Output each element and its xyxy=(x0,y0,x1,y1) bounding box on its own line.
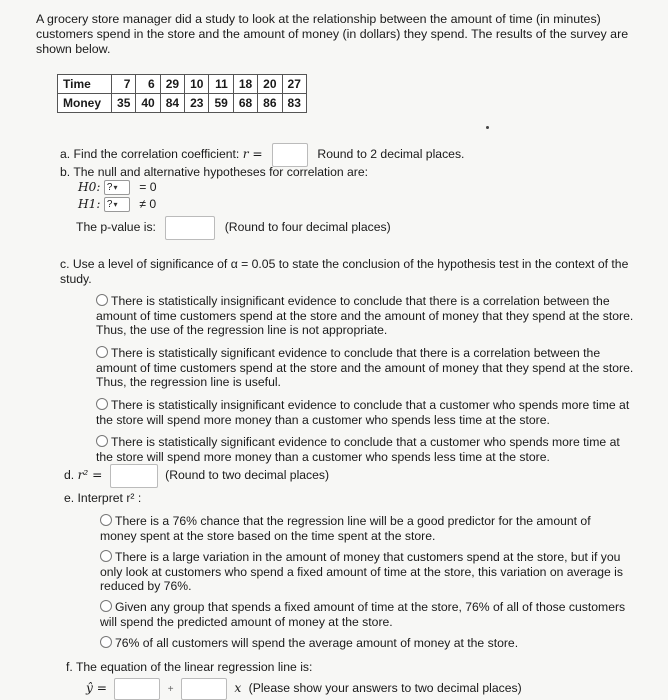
radio-button[interactable] xyxy=(100,550,112,562)
question-a xyxy=(60,143,464,167)
option-text: There is a large variation in the amount of money that customers spend at the store, but if you only look at customers who spend a fixed amount of time at the store, this variation on average is reduced by 76%. xyxy=(100,550,623,593)
h0-select[interactable] xyxy=(104,180,130,195)
option-text: 76% of all customers will spend the average amount of money at the store. xyxy=(115,636,519,650)
question-d-label: d. xyxy=(64,468,75,483)
data-table xyxy=(57,74,307,113)
question-b-text: b. The null and alternative hypotheses for correlation are: xyxy=(60,165,369,179)
question-c-text: c. Use a level of significance of α = 0.05 to state the conclusion of the hypothesis test in the context of the study. xyxy=(60,257,629,286)
table-cell: 27 xyxy=(282,75,306,94)
table-cell: 10 xyxy=(185,75,209,94)
x-variable: x xyxy=(234,681,242,696)
pvalue-label: The p-value is: xyxy=(76,220,156,235)
h0-label: H0: xyxy=(78,180,101,194)
radio-button[interactable] xyxy=(96,294,108,306)
question-a-text: a. Find the correlation coefficient: xyxy=(60,147,240,162)
table-cell: 84 xyxy=(160,94,184,113)
question-e-text: e. Interpret r² : xyxy=(64,491,142,505)
option-e-4[interactable] xyxy=(100,636,634,651)
pvalue-row xyxy=(76,216,391,240)
h1-select-value: ? xyxy=(106,199,113,211)
radio-button[interactable] xyxy=(100,514,112,526)
question-a-hint: Round to 2 decimal places. xyxy=(317,147,465,162)
pvalue-hint: (Round to four decimal places) xyxy=(224,220,391,235)
r-squared-input[interactable] xyxy=(110,464,158,488)
option-text: There is statistically significant evidence to conclude that there is a correlation between the amount of time customers spend at the store and the amount of money that they spend at the store. Thus, the regression line is useful. xyxy=(96,346,634,389)
option-text: There is statistically insignificant evidence to conclude that a customer who spends more time at the store will spend more money than a customer who spends less time at the store. xyxy=(96,398,630,427)
table-row xyxy=(58,75,307,94)
slope-input[interactable] xyxy=(181,678,227,700)
radio-button[interactable] xyxy=(100,600,112,612)
option-e-1[interactable] xyxy=(100,514,600,543)
table-cell: 40 xyxy=(136,94,160,113)
table-cell: 29 xyxy=(160,75,184,94)
stray-dot xyxy=(486,126,489,129)
h0-relation: = 0 xyxy=(139,180,157,194)
table-cell: 83 xyxy=(282,94,306,113)
option-c-2[interactable] xyxy=(96,346,636,390)
radio-button[interactable] xyxy=(96,435,108,447)
r-variable: r = xyxy=(242,147,263,162)
option-c-4[interactable] xyxy=(96,435,636,464)
table-cell: 68 xyxy=(233,94,257,113)
table-cell: 7 xyxy=(112,75,136,94)
question-f-text: f. The equation of the linear regression line is: xyxy=(66,660,313,674)
table-cell: 59 xyxy=(209,94,233,113)
question-d-hint: (Round to two decimal places) xyxy=(165,468,330,483)
r-squared-variable: r² = xyxy=(77,468,103,483)
table-cell: 23 xyxy=(185,94,209,113)
problem-intro: A grocery store manager did a study to look at the relationship between the amount of time (in minutes) customers spend in the store and the amount of money (in dollars) they spend. The results of the survey are shown below. xyxy=(36,12,629,56)
table-cell: 20 xyxy=(258,75,282,94)
y-hat-label: ŷ = xyxy=(86,681,107,696)
table-row xyxy=(58,94,307,113)
table-cell: 18 xyxy=(233,75,257,94)
option-c-1[interactable] xyxy=(96,294,636,338)
option-text: There is statistically insignificant evidence to conclude that there is a correlation between the amount of time customers spend at the store and the amount of money that they spend at the store. Thus, the use of the regression line is not appropriate. xyxy=(96,294,634,337)
plus-sign: + xyxy=(167,684,174,696)
option-e-3[interactable] xyxy=(100,600,634,629)
option-text: Given any group that spends a fixed amount of time at the store, 76% of all of those customers will spend the predicted amount of money at the store. xyxy=(100,600,626,629)
option-e-2[interactable] xyxy=(100,550,634,594)
row-header-money: Money xyxy=(58,94,112,113)
intercept-input[interactable] xyxy=(114,678,160,700)
table-cell: 6 xyxy=(136,75,160,94)
table-cell: 35 xyxy=(112,94,136,113)
question-d xyxy=(64,464,329,488)
h0-select-value: ? xyxy=(106,182,113,194)
table-cell: 86 xyxy=(258,94,282,113)
pvalue-input[interactable] xyxy=(165,216,215,240)
h1-label: H1: xyxy=(78,197,101,211)
correlation-input[interactable] xyxy=(272,143,308,167)
chevron-down-icon: ▾ xyxy=(113,183,118,193)
question-f-hint: (Please show your answers to two decimal places) xyxy=(248,681,522,696)
option-text: There is a 76% chance that the regression line will be a good predictor for the amount of money spent at the store based on the time spent at the store. xyxy=(100,514,591,543)
h1-relation: ≠ 0 xyxy=(139,197,157,211)
row-header-time: Time xyxy=(58,75,112,94)
chevron-down-icon: ▾ xyxy=(113,200,118,210)
h1-select[interactable] xyxy=(104,197,130,212)
radio-button[interactable] xyxy=(96,346,108,358)
option-text: There is statistically significant evidence to conclude that a customer who spends more time at the store will spend more money than a customer who spends less time at the store. xyxy=(96,435,620,464)
h0-row xyxy=(78,180,157,195)
option-c-3[interactable] xyxy=(96,398,636,427)
h1-row xyxy=(78,197,156,212)
radio-button[interactable] xyxy=(100,636,112,648)
table-cell: 11 xyxy=(209,75,233,94)
regression-equation-row xyxy=(86,678,522,700)
radio-button[interactable] xyxy=(96,398,108,410)
